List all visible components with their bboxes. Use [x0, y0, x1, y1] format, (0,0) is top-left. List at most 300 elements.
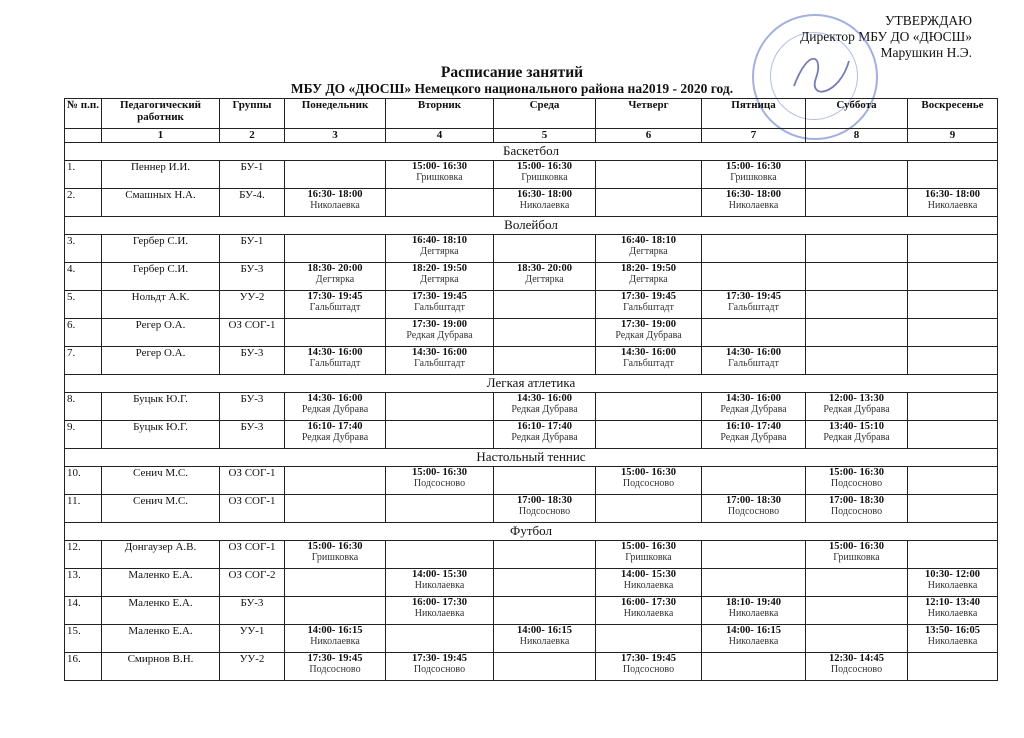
- schedule-cell: [702, 569, 806, 597]
- session-time: 15:00- 16:30: [516, 161, 573, 172]
- group-name: БУ-4.: [220, 189, 285, 217]
- schedule-cell: [806, 421, 908, 449]
- session-location: Гальбштадт: [414, 302, 465, 313]
- session-time: 16:30- 18:00: [924, 189, 981, 200]
- session-time: 17:30- 19:45: [307, 653, 363, 664]
- session-time: 16:30- 18:00: [516, 189, 573, 200]
- group-name: УУ-1: [220, 625, 285, 653]
- schedule-cell: [908, 597, 998, 625]
- schedule-cell: [806, 393, 908, 421]
- teacher-name: Пеннер И.И.: [102, 161, 220, 189]
- session-time: 14:30- 16:00: [725, 393, 782, 404]
- section-title: Футбол: [65, 523, 998, 541]
- row-number: 5.: [65, 291, 102, 319]
- row-number: 7.: [65, 347, 102, 375]
- session-time: 18:30- 20:00: [516, 263, 573, 274]
- teacher-name: Маленко Е.А.: [102, 569, 220, 597]
- session-time: 14:00- 15:30: [620, 569, 677, 580]
- group-name: БУ-3: [220, 421, 285, 449]
- session-time: 17:30- 19:45: [725, 291, 782, 302]
- session-time: 15:00- 16:30: [725, 161, 782, 172]
- row-number: 9.: [65, 421, 102, 449]
- column-header: Пятница: [702, 99, 806, 129]
- session-location: Николаевка: [927, 200, 978, 211]
- column-header: Суббота: [806, 99, 908, 129]
- schedule-cell: [285, 189, 386, 217]
- schedule-cell: [386, 189, 494, 217]
- session-location: Редкая Дубрава: [406, 330, 473, 341]
- schedule-cell: [908, 235, 998, 263]
- session-time: 18:10- 19:40: [725, 597, 782, 608]
- schedule-cell: [908, 161, 998, 189]
- session-time: 13:50- 16:05: [924, 625, 981, 636]
- session-time: 15:00- 16:30: [411, 467, 468, 478]
- schedule-cell: [596, 319, 702, 347]
- schedule-cell: [806, 597, 908, 625]
- table-row: [65, 495, 998, 523]
- schedule-cell: [806, 235, 908, 263]
- column-header: Группы: [220, 99, 285, 129]
- teacher-name: Маленко Е.А.: [102, 625, 220, 653]
- section-title: Баскетбол: [65, 143, 998, 161]
- session-time: 17:30- 19:00: [411, 319, 468, 330]
- row-number: 13.: [65, 569, 102, 597]
- column-header: Воскресенье: [908, 99, 998, 129]
- group-name: БУ-3: [220, 263, 285, 291]
- schedule-cell: [386, 393, 494, 421]
- session-time: 15:00- 16:30: [307, 541, 363, 552]
- row-number: 10.: [65, 467, 102, 495]
- schedule-cell: [806, 569, 908, 597]
- session-location: Николаевка: [414, 580, 465, 591]
- schedule-cell: [908, 291, 998, 319]
- schedule-cell: [702, 625, 806, 653]
- schedule-cell: [702, 467, 806, 495]
- session-location: Николаевка: [519, 200, 570, 211]
- session-location: Дегтярка: [629, 274, 668, 285]
- session-location: Редкая Дубрава: [823, 432, 890, 443]
- schedule-cell: [702, 189, 806, 217]
- session-location: Редкая Дубрава: [511, 404, 578, 415]
- column-header: Педагогический работник: [102, 99, 220, 129]
- schedule-cell: [596, 421, 702, 449]
- schedule-cell: [285, 161, 386, 189]
- row-number: 14.: [65, 597, 102, 625]
- schedule-cell: [596, 569, 702, 597]
- schedule-cell: [702, 421, 806, 449]
- schedule-cell: [596, 625, 702, 653]
- session-location: Николаевка: [414, 608, 465, 619]
- schedule-cell: [494, 597, 596, 625]
- session-time: 14:30- 16:00: [620, 347, 677, 358]
- teacher-name: Маленко Е.А.: [102, 597, 220, 625]
- teacher-name: Сенич М.С.: [102, 495, 220, 523]
- schedule-cell: [596, 263, 702, 291]
- row-number: 2.: [65, 189, 102, 217]
- session-time: 17:30- 19:45: [620, 291, 677, 302]
- row-number: 4.: [65, 263, 102, 291]
- section-row: [65, 449, 998, 467]
- schedule-cell: [702, 319, 806, 347]
- teacher-name: Смашных Н.А.: [102, 189, 220, 217]
- session-location: Гальбштадт: [623, 302, 674, 313]
- schedule-cell: [494, 235, 596, 263]
- schedule-cell: [596, 597, 702, 625]
- session-time: 12:10- 13:40: [924, 597, 981, 608]
- session-location: Редкая Дубрава: [301, 404, 369, 415]
- table-row: [65, 235, 998, 263]
- session-location: Редкая Дубрава: [720, 432, 787, 443]
- column-header: Вторник: [386, 99, 494, 129]
- session-location: Редкая Дубрава: [720, 404, 787, 415]
- column-number: [65, 129, 102, 143]
- schedule-cell: [494, 467, 596, 495]
- session-location: Гальбштадт: [728, 302, 779, 313]
- session-location: Дегтярка: [420, 246, 459, 257]
- session-time: 17:30- 19:00: [620, 319, 677, 330]
- schedule-cell: [285, 421, 386, 449]
- schedule-cell: [908, 393, 998, 421]
- table-row: [65, 161, 998, 189]
- table-row: [65, 189, 998, 217]
- schedule-cell: [596, 467, 702, 495]
- row-number: 6.: [65, 319, 102, 347]
- session-time: 15:00- 16:30: [828, 467, 885, 478]
- schedule-cell: [908, 467, 998, 495]
- schedule-cell: [806, 161, 908, 189]
- page-title: Расписание занятий: [440, 64, 584, 81]
- schedule-cell: [285, 541, 386, 569]
- schedule-cell: [806, 495, 908, 523]
- schedule-cell: [285, 467, 386, 495]
- approval-signer: Марушкин Н.Э.: [880, 45, 972, 60]
- session-location: Редкая Дубрава: [823, 404, 890, 415]
- schedule-cell: [386, 653, 494, 681]
- schedule-cell: [806, 467, 908, 495]
- row-number: 15.: [65, 625, 102, 653]
- schedule-cell: [494, 161, 596, 189]
- group-name: БУ-3: [220, 347, 285, 375]
- session-time: 17:00- 18:30: [828, 495, 885, 506]
- session-time: 16:40- 18:10: [411, 235, 468, 246]
- group-name: ОЗ СОГ-1: [220, 467, 285, 495]
- group-name: ОЗ СОГ-1: [220, 319, 285, 347]
- approval-position: Директор МБУ ДО «ДЮСШ»: [800, 29, 972, 44]
- group-name: ОЗ СОГ-1: [220, 541, 285, 569]
- group-name: БУ-3: [220, 597, 285, 625]
- group-name: БУ-1: [220, 235, 285, 263]
- teacher-name: Гербер С.И.: [102, 235, 220, 263]
- session-location: Редкая Дубрава: [511, 432, 578, 443]
- schedule-cell: [386, 569, 494, 597]
- schedule-cell: [596, 653, 702, 681]
- teacher-name: Донгаузер А.В.: [102, 541, 220, 569]
- session-time: 14:00- 15:30: [411, 569, 468, 580]
- session-location: Николаевка: [728, 200, 779, 211]
- schedule-cell: [806, 291, 908, 319]
- column-number: 6: [596, 129, 702, 143]
- session-time: 15:00- 16:30: [828, 541, 885, 552]
- table-row: [65, 393, 998, 421]
- row-number: 3.: [65, 235, 102, 263]
- teacher-name: Гербер С.И.: [102, 263, 220, 291]
- session-time: 17:30- 19:45: [307, 291, 363, 302]
- teacher-name: Буцык Ю.Г.: [102, 393, 220, 421]
- session-time: 12:30- 14:45: [828, 653, 885, 664]
- session-location: Гальбштадт: [623, 358, 674, 369]
- schedule-cell: [285, 319, 386, 347]
- session-time: 13:40- 15:10: [828, 421, 885, 432]
- session-location: Гришковка: [833, 552, 880, 563]
- schedule-cell: [386, 235, 494, 263]
- group-name: УУ-2: [220, 653, 285, 681]
- teacher-name: Смирнов В.Н.: [102, 653, 220, 681]
- header-row: [65, 99, 998, 129]
- section-title: Волейбол: [65, 217, 998, 235]
- schedule-cell: [494, 393, 596, 421]
- row-number: 1.: [65, 161, 102, 189]
- session-time: 14:30- 16:00: [307, 347, 363, 358]
- session-location: Гальбштадт: [309, 358, 361, 369]
- table-row: [65, 347, 998, 375]
- section-title: Легкая атлетика: [65, 375, 998, 393]
- session-location: Подсосново: [830, 478, 883, 489]
- schedule-cell: [596, 235, 702, 263]
- table-row: [65, 569, 998, 597]
- schedule-cell: [494, 541, 596, 569]
- session-location: Николаевка: [310, 200, 360, 211]
- schedule-cell: [806, 625, 908, 653]
- column-number: 4: [386, 129, 494, 143]
- session-time: 16:00- 17:30: [620, 597, 677, 608]
- schedule-cell: [386, 541, 494, 569]
- row-number: 12.: [65, 541, 102, 569]
- column-number-row: [65, 129, 998, 143]
- row-number: 8.: [65, 393, 102, 421]
- schedule-cell: [702, 393, 806, 421]
- schedule-cell: [806, 263, 908, 291]
- table-row: [65, 653, 998, 681]
- schedule-cell: [285, 495, 386, 523]
- group-name: ОЗ СОГ-1: [220, 495, 285, 523]
- session-location: Гришковка: [730, 172, 777, 183]
- schedule-cell: [285, 653, 386, 681]
- schedule-cell: [386, 347, 494, 375]
- session-time: 16:30- 18:00: [725, 189, 782, 200]
- group-name: ОЗ СОГ-2: [220, 569, 285, 597]
- schedule-cell: [908, 625, 998, 653]
- teacher-name: Буцык Ю.Г.: [102, 421, 220, 449]
- session-time: 14:30- 16:00: [307, 393, 363, 404]
- section-row: [65, 375, 998, 393]
- schedule-cell: [908, 263, 998, 291]
- section-row: [65, 143, 998, 161]
- session-time: 16:10- 17:40: [516, 421, 573, 432]
- session-time: 16:40- 18:10: [620, 235, 677, 246]
- column-number: 5: [494, 129, 596, 143]
- schedule-cell: [596, 495, 702, 523]
- session-location: Подсосново: [727, 506, 780, 517]
- session-location: Подсосново: [518, 506, 571, 517]
- session-location: Гришковка: [311, 552, 359, 563]
- schedule-cell: [908, 569, 998, 597]
- session-location: Дегтярка: [420, 274, 459, 285]
- schedule-cell: [596, 291, 702, 319]
- schedule-cell: [494, 347, 596, 375]
- schedule-cell: [702, 541, 806, 569]
- schedule-cell: [702, 235, 806, 263]
- schedule-cell: [386, 263, 494, 291]
- page-subtitle: МБУ ДО «ДЮСШ» Немецкого национального района на2019 - 2020 год.: [290, 81, 734, 96]
- session-time: 16:00- 17:30: [411, 597, 468, 608]
- column-number: 1: [102, 129, 220, 143]
- session-time: 14:00- 16:15: [725, 625, 782, 636]
- schedule-cell: [386, 421, 494, 449]
- session-location: Подсосново: [622, 478, 675, 489]
- schedule-cell: [494, 495, 596, 523]
- schedule-cell: [494, 569, 596, 597]
- session-location: Подсосново: [830, 506, 883, 517]
- schedule-cell: [908, 189, 998, 217]
- schedule-cell: [386, 495, 494, 523]
- schedule-cell: [285, 569, 386, 597]
- session-location: Дегтярка: [525, 274, 564, 285]
- column-number: 8: [806, 129, 908, 143]
- group-name: БУ-1: [220, 161, 285, 189]
- schedule-cell: [494, 189, 596, 217]
- schedule-cell: [285, 625, 386, 653]
- session-time: 17:00- 18:30: [516, 495, 573, 506]
- column-header: Понедельник: [285, 99, 386, 129]
- session-time: 14:30- 16:00: [725, 347, 782, 358]
- table-row: [65, 625, 998, 653]
- teacher-name: Нольдт А.К.: [102, 291, 220, 319]
- schedule-cell: [702, 597, 806, 625]
- table-row: [65, 421, 998, 449]
- session-time: 18:20- 19:50: [620, 263, 677, 274]
- schedule-cell: [908, 653, 998, 681]
- session-time: 12:00- 13:30: [828, 393, 885, 404]
- session-time: 17:30- 19:45: [411, 291, 468, 302]
- session-time: 14:30- 16:00: [411, 347, 468, 358]
- schedule-cell: [596, 347, 702, 375]
- session-location: Дегтярка: [629, 246, 668, 257]
- schedule-cell: [908, 421, 998, 449]
- schedule-cell: [494, 625, 596, 653]
- schedule-cell: [494, 653, 596, 681]
- table-row: [65, 263, 998, 291]
- table-row: [65, 467, 998, 495]
- session-time: 14:30- 16:00: [516, 393, 573, 404]
- section-title: Настольный теннис: [65, 449, 998, 467]
- session-time: 17:30- 19:45: [620, 653, 677, 664]
- schedule-cell: [494, 291, 596, 319]
- session-location: Николаевка: [310, 636, 360, 647]
- schedule-cell: [386, 319, 494, 347]
- session-location: Редкая Дубрава: [301, 432, 369, 443]
- session-location: Николаевка: [623, 608, 674, 619]
- schedule-cell: [386, 597, 494, 625]
- approval-heading: УТВЕРЖДАЮ: [884, 13, 972, 28]
- session-location: Подсосново: [413, 478, 466, 489]
- schedule-cell: [596, 189, 702, 217]
- session-location: Редкая Дубрава: [615, 330, 682, 341]
- session-location: Николаевка: [927, 580, 978, 591]
- column-number: 9: [908, 129, 998, 143]
- schedule-cell: [702, 495, 806, 523]
- session-location: Николаевка: [623, 580, 674, 591]
- session-location: Николаевка: [927, 636, 978, 647]
- session-time: 14:00- 16:15: [307, 625, 363, 636]
- session-time: 15:00- 16:30: [411, 161, 468, 172]
- session-location: Подсосново: [309, 664, 361, 675]
- session-location: Николаевка: [927, 608, 978, 619]
- schedule-cell: [596, 161, 702, 189]
- column-header: № п.п.: [65, 99, 102, 129]
- row-number: 11.: [65, 495, 102, 523]
- schedule-cell: [285, 263, 386, 291]
- teacher-name: Регер О.А.: [102, 319, 220, 347]
- session-time: 15:00- 16:30: [620, 467, 677, 478]
- column-number: 7: [702, 129, 806, 143]
- schedule-cell: [908, 495, 998, 523]
- schedule-cell: [806, 541, 908, 569]
- session-location: Дегтярка: [315, 274, 355, 285]
- schedule-cell: [908, 347, 998, 375]
- schedule-cell: [494, 319, 596, 347]
- session-time: 17:00- 18:30: [725, 495, 782, 506]
- schedule-cell: [285, 291, 386, 319]
- teacher-name: Регер О.А.: [102, 347, 220, 375]
- column-header: Четверг: [596, 99, 702, 129]
- session-time: 15:00- 16:30: [620, 541, 677, 552]
- schedule-cell: [285, 347, 386, 375]
- column-number: 2: [220, 129, 285, 143]
- session-time: 10:30- 12:00: [924, 569, 981, 580]
- session-time: 16:30- 18:00: [307, 189, 363, 200]
- section-row: [65, 523, 998, 541]
- session-time: 16:10- 17:40: [725, 421, 782, 432]
- session-time: 17:30- 19:45: [411, 653, 468, 664]
- schedule-cell: [386, 467, 494, 495]
- schedule-cell: [386, 161, 494, 189]
- session-time: 16:10- 17:40: [307, 421, 363, 432]
- schedule-cell: [702, 347, 806, 375]
- session-time: 18:20- 19:50: [411, 263, 468, 274]
- schedule-cell: [806, 189, 908, 217]
- session-location: Подсосново: [622, 664, 675, 675]
- session-location: Гришковка: [416, 172, 463, 183]
- group-name: БУ-3: [220, 393, 285, 421]
- teacher-name: Сенич М.С.: [102, 467, 220, 495]
- schedule-cell: [494, 421, 596, 449]
- session-location: Гальбштадт: [309, 302, 361, 313]
- schedule-cell: [908, 541, 998, 569]
- schedule-cell: [494, 263, 596, 291]
- session-location: Николаевка: [519, 636, 570, 647]
- schedule-cell: [702, 291, 806, 319]
- session-location: Подсосново: [830, 664, 883, 675]
- section-row: [65, 217, 998, 235]
- session-location: Николаевка: [728, 608, 779, 619]
- schedule-cell: [806, 319, 908, 347]
- schedule-cell: [702, 653, 806, 681]
- session-time: 14:00- 16:15: [516, 625, 573, 636]
- schedule-cell: [702, 263, 806, 291]
- schedule-table: [64, 98, 998, 681]
- session-location: Гришковка: [625, 552, 672, 563]
- row-number: 16.: [65, 653, 102, 681]
